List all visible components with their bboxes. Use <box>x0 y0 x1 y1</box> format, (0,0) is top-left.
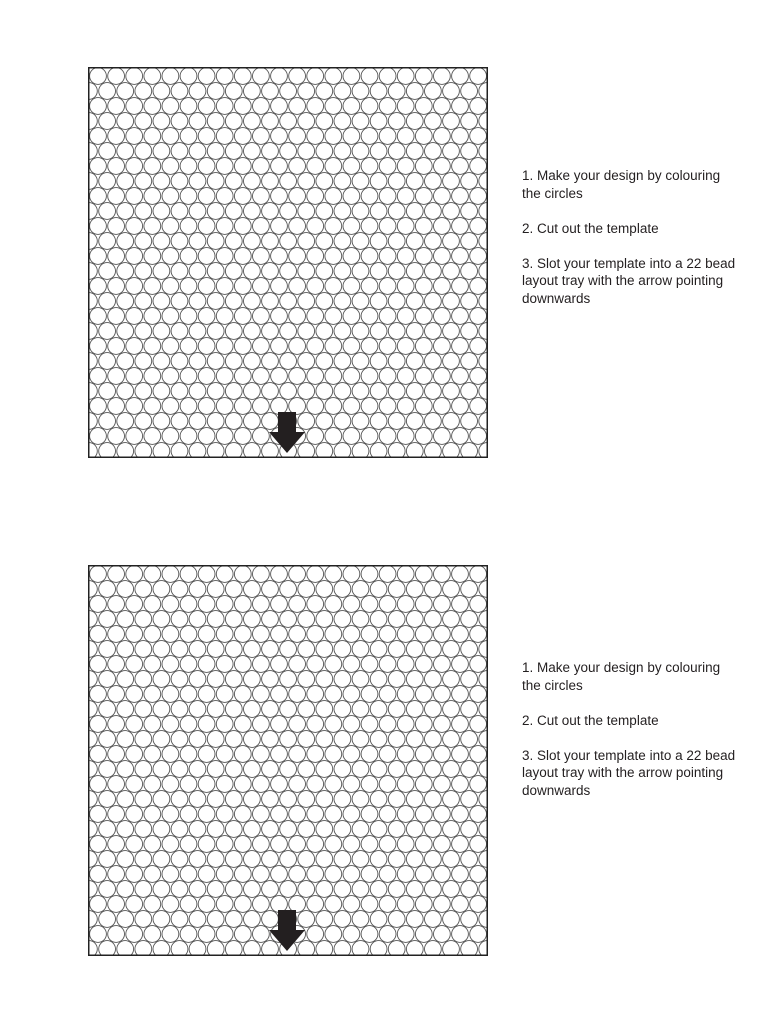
instruction-step-2: 2. Cut out the template <box>522 712 659 728</box>
bead-grid <box>88 565 488 956</box>
bead-template-2 <box>88 565 488 956</box>
instruction-step-1: 1. Make your design by colouring the circles <box>522 168 721 201</box>
instruction-step-3: 3. Slot your template into a 22 bead layout tray with the arrow pointing downwards <box>522 255 736 306</box>
instructions-2 <box>522 659 742 817</box>
bead-grid <box>88 67 488 458</box>
instruction-step-2: 2. Cut out the template <box>522 220 659 236</box>
bead-template-1 <box>88 67 488 458</box>
instruction-step-3: 3. Slot your template into a 22 bead layout tray with the arrow pointing downwards <box>522 747 736 798</box>
instructions-1 <box>522 167 742 325</box>
instruction-step-1: 1. Make your design by colouring the circles <box>522 660 721 693</box>
